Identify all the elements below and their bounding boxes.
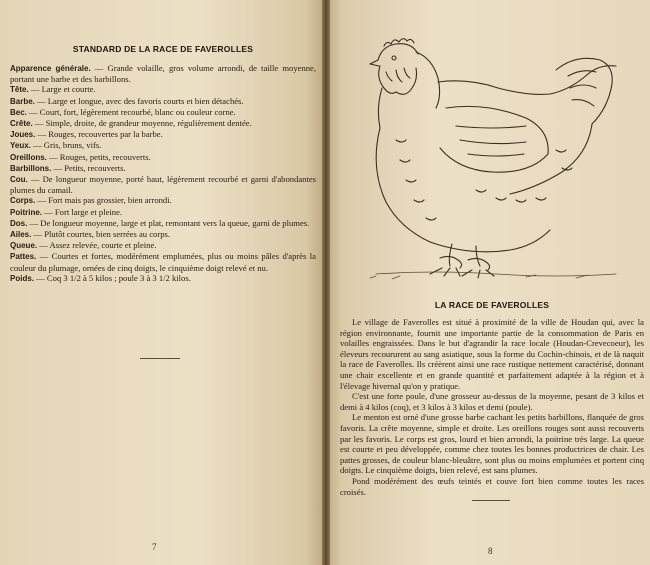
entry-yeux [10, 140, 316, 151]
book-gutter [322, 0, 330, 565]
entry-tete [10, 84, 316, 95]
entry-label: Poids. [10, 273, 35, 283]
entry-dos [10, 218, 316, 229]
entry-text: — Grande volaille, gros volume arrondi, de taille moyenne, portant une barbe et des barbillons. [10, 63, 316, 85]
entry-label: Pattes. [10, 252, 37, 262]
entry-text: — Fort large et pleine. [42, 206, 123, 217]
entry-label: Cou. [10, 175, 28, 185]
paragraph: Pond modérément des œufs teintés et couve fort bien comme toutes les races croisés. [340, 475, 644, 497]
entry-text: — Coq 3 1/2 à 5 kilos ; poule 3 à 3 1/2 kilos. [34, 272, 191, 283]
right-divider [472, 500, 510, 501]
entry-label: Ailes. [10, 230, 32, 240]
entry-text: — Gris, bruns, vifs. [30, 140, 102, 151]
standard-title: STANDARD DE LA RACE DE FAVEROLLES [72, 44, 254, 54]
entry-text: — Rouges, petits, recouverts. [46, 151, 151, 162]
entry-label: Barbillons. [10, 163, 52, 173]
entry-label: Queue. [10, 241, 38, 251]
entry-label: Apparence générale. [10, 64, 91, 73]
entry-label: Tête. [10, 85, 29, 95]
entry-label: Poitrine. [10, 207, 43, 217]
entry-corps [10, 195, 316, 206]
entry-text: — Rouges, recouvertes par la barbe. [35, 129, 163, 140]
entry-text: — De longueur moyenne, large et plat, remontant vers la queue, garni de plumes. [27, 217, 310, 228]
page-number-right: 8 [488, 546, 493, 556]
entry-label: Yeux. [10, 141, 31, 151]
entry-text: — Plutôt courtes, bien serrées au corps. [31, 229, 171, 240]
paragraph: Le village de Faverolles est situé à proximité de la ville de Houdan qui, avec la région environnante, fournit une importante partie de la consommation de Paris en volailles engraissées. Dans le but d'agrandir la race locale (Houdan-Crevecoeur), les éleveurs recoururent au sang asiatique, sous la forme du Cochin-chinois, et de là naquit la race de Faverolles. Ils créèrent ainsi une race rustique nettement caractérisé, donnant une chair excellente et en grande quantité et parfaitement adaptée à la région et à l'élevage hivernal qu'on y pratique. [340, 317, 644, 391]
entry-ailes [10, 229, 316, 240]
standard-section [10, 44, 316, 284]
entry-crete [10, 118, 316, 129]
entry-queue [10, 240, 316, 251]
entry-oreillons [10, 152, 316, 163]
entry-text: — Assez relevée, courte et pleine. [37, 240, 157, 251]
left-divider [140, 358, 180, 359]
entry-joues [10, 129, 316, 140]
entry-label: Corps. [10, 196, 36, 206]
entry-text: — De longueur moyenne, porté haut, légèrement recourbé et garni d'abondantes plumes du camail. [10, 174, 316, 196]
entry-apparence [10, 63, 316, 84]
entry-label: Joues. [10, 130, 36, 140]
entry-label: Bec. [10, 107, 27, 117]
entry-barbillons [10, 163, 316, 174]
paragraph: C'est une forte poule, d'une grosseur au-dessus de la moyenne, pesant de 3 kilos et demi à 4 kilos (coq), et 3 kilos à 3 kilos et demi (poule). [340, 391, 644, 412]
paragraph: Le menton est orné d'une grosse barbe cachant les petits barbillons, flanquée de gros favoris. La crête moyenne, simple et droite. Les oreillons rouges sont aussi recouverts par les favoris. Le corps est gros, lourd et bien arrondi, la poitrine très large. La queue est courte et peu développée, comme chez toutes les bonnes productrices de chair. Les pattes grosses, de couleur blanc-bleuâtre, sont plus ou moins emplumées et portent cinq doigts. Le cinquième doigts, bien relevé, est sans plumes. [340, 412, 644, 476]
entry-text: — Court, fort, légèrement recourbé, blanc ou couleur corne. [26, 106, 236, 117]
entry-text: — Simple, droite, de grandeur moyenne, régulièrement dentée. [32, 118, 252, 129]
entry-label: Dos. [10, 218, 28, 228]
entry-bec [10, 107, 316, 118]
entry-text: — Fort mais pas grossier, bien arrondi. [35, 195, 172, 206]
entry-pattes [10, 251, 316, 272]
entry-poitrine [10, 207, 316, 218]
entry-text: — Large et longue, avec des favoris courts et bien détachés. [34, 95, 244, 106]
entry-label: Crête. [10, 119, 33, 129]
entry-label: Oreillons. [10, 152, 47, 162]
faverolles-hen-illustration [356, 30, 636, 280]
entry-cou [10, 174, 316, 195]
standard-entries [10, 63, 316, 284]
entry-poids [10, 273, 316, 284]
faverolles-title: LA RACE DE FAVEROLLES [434, 300, 550, 310]
entry-text: — Large et courte. [28, 84, 96, 95]
entry-barbe [10, 96, 316, 107]
entry-text: — Petits, recouverts. [51, 162, 126, 173]
entry-text: — Courtes et fortes, modérément emplumées, plus ou moins pâles d'après la couleur du plumage, ornées de cinq doigts, le cinquième doigt relevé et nu. [10, 251, 316, 273]
entry-label: Barbe. [10, 96, 35, 106]
faverolles-section [340, 300, 644, 497]
page-number-left: 7 [152, 542, 157, 552]
